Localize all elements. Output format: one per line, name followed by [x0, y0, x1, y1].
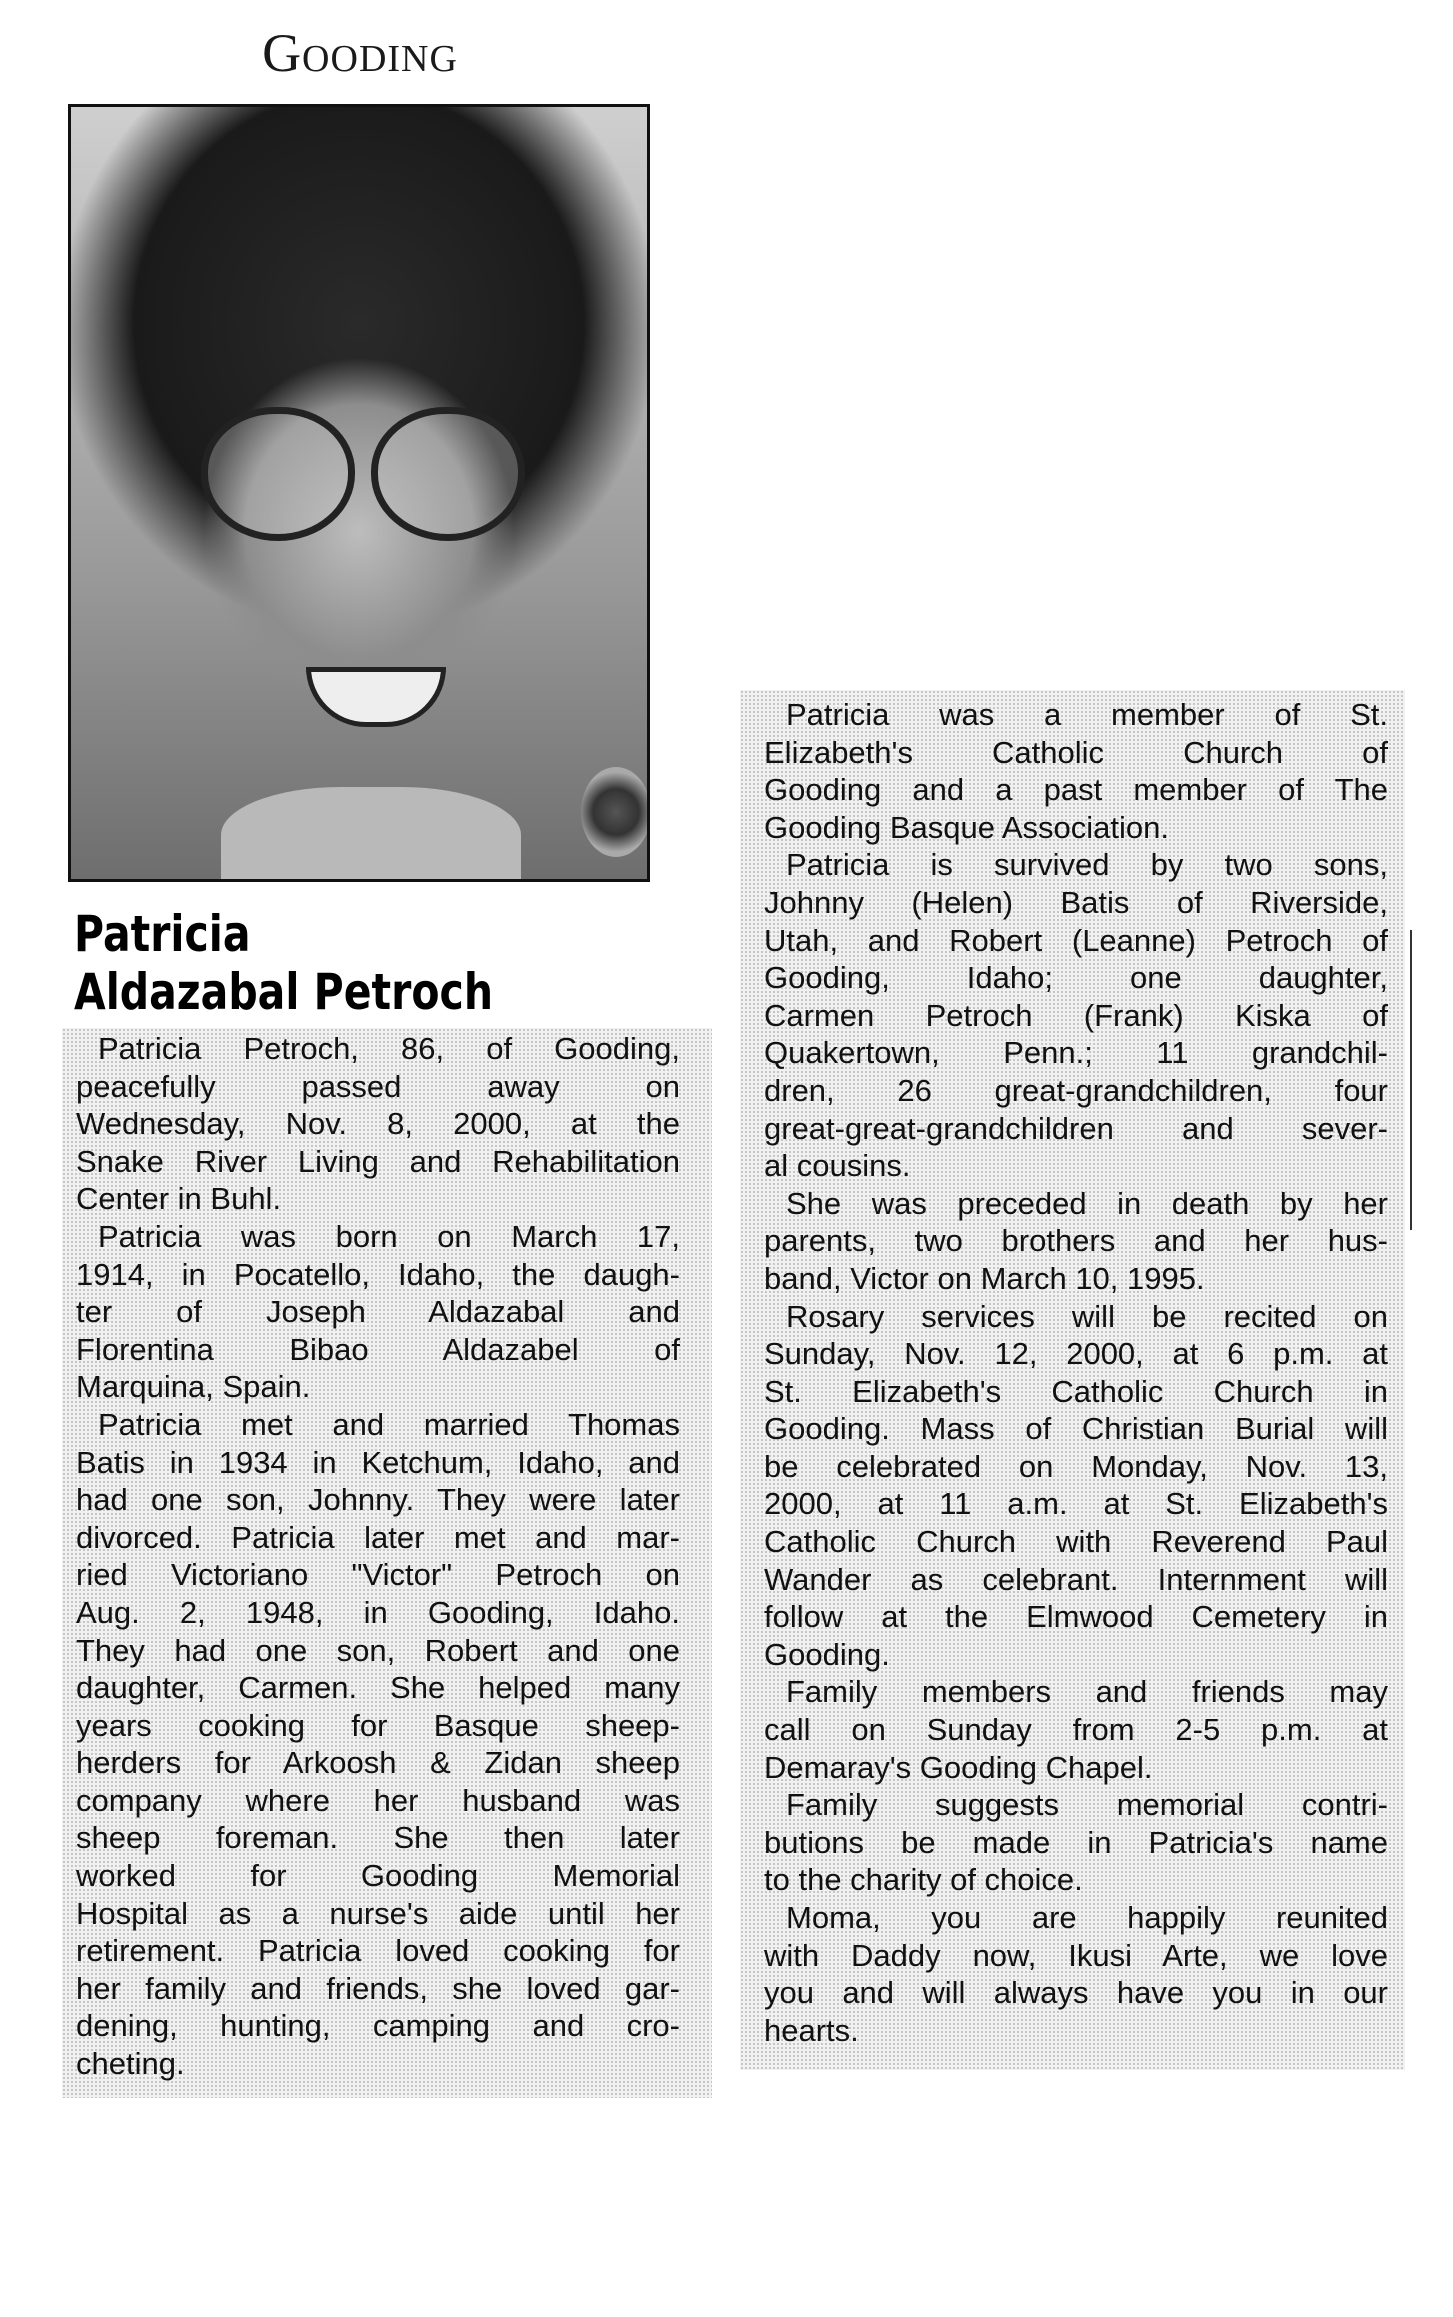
text-line: dening, hunting, camping and cro-: [76, 2008, 680, 2044]
text-line: Patricia was a member of St.: [786, 697, 1388, 732]
text-line: Patricia Petroch, 86, of Gooding,: [98, 1031, 680, 1066]
obituary-headline: [74, 905, 493, 1021]
text-line: years cooking for Basque sheep-: [76, 1707, 680, 1743]
headline-line: Aldazabal Petroch: [74, 963, 494, 1021]
text-line: peacefully passed away on: [76, 1068, 680, 1104]
text-line: Marquina, Spain.: [76, 1369, 311, 1405]
glasses-left: [201, 407, 355, 541]
text-line: Batis in 1934 in Ketchum, Idaho, and: [76, 1444, 680, 1480]
text-line: had one son, Johnny. They were later: [76, 1482, 680, 1518]
text-line: Quakertown, Penn.; 11 grandchil-: [764, 1035, 1388, 1071]
text-line: al cousins.: [764, 1148, 911, 1184]
text-line: Center in Buhl.: [76, 1181, 282, 1217]
text-line: to the charity of choice.: [764, 1862, 1083, 1898]
text-line: Patricia was born on March 17,: [98, 1218, 680, 1254]
text-line: Florentina Bibao Aldazabel of: [76, 1331, 680, 1367]
text-line: Family members and friends may: [786, 1674, 1388, 1710]
paragraph: [764, 696, 1388, 846]
text-line: Gooding and a past member of The: [764, 772, 1388, 808]
text-line: you and will always have you in our: [764, 1975, 1388, 2011]
paragraph: [76, 1406, 680, 2083]
paragraph: [76, 1030, 680, 1218]
text-line: with Daddy now, Ikusi Arte, we love: [764, 1937, 1388, 1973]
text-line: great-great-grandchildren and sever-: [764, 1110, 1388, 1146]
text-line: They had one son, Robert and one: [76, 1632, 680, 1668]
text-line: be celebrated on Monday, Nov. 13,: [764, 1448, 1388, 1484]
text-line: Demaray's Gooding Chapel.: [764, 1749, 1153, 1785]
text-line: Johnny (Helen) Batis of Riverside,: [764, 884, 1388, 920]
text-line: Gooding Basque Association.: [764, 809, 1169, 845]
paragraph: [764, 1298, 1388, 1674]
text-line: Rosary services will be recited on: [786, 1298, 1388, 1334]
text-line: company where her husband was: [76, 1782, 680, 1818]
text-line: Gooding. Mass of Christian Burial will: [764, 1411, 1388, 1447]
glasses-right: [371, 407, 525, 541]
paragraph: [764, 846, 1388, 1184]
text-line: Gooding, Idaho; one daughter,: [764, 960, 1388, 996]
text-line: her family and friends, she loved gar-: [76, 1970, 680, 2006]
text-line: Utah, and Robert (Leanne) Petroch of: [764, 922, 1388, 958]
text-line: herders for Arkoosh & Zidan sheep: [76, 1745, 680, 1781]
text-line: Moma, you are happily reunited: [786, 1900, 1388, 1935]
neck: [221, 787, 521, 882]
smile: [306, 667, 446, 727]
text-line: 1914, in Pocatello, Idaho, the daugh-: [76, 1256, 680, 1292]
text-line: hearts.: [764, 2012, 859, 2048]
text-line: call on Sunday from 2-5 p.m. at: [764, 1712, 1388, 1748]
text-line: ried Victoriano "Victor" Petroch on: [76, 1557, 680, 1593]
text-line: Carmen Petroch (Frank) Kiska of: [764, 997, 1388, 1033]
paragraph: [764, 1185, 1388, 1298]
text-line: Patricia met and married Thomas: [98, 1406, 680, 1442]
text-line: divorced. Patricia later met and mar-: [76, 1519, 680, 1555]
left-column: [76, 1030, 680, 2083]
text-line: Aug. 2, 1948, in Gooding, Idaho.: [76, 1594, 680, 1630]
text-line: follow at the Elmwood Cemetery in: [764, 1599, 1388, 1635]
text-line: retirement. Patricia loved cooking for: [76, 1933, 680, 1969]
text-line: parents, two brothers and her hus-: [764, 1223, 1388, 1259]
text-line: Sunday, Nov. 12, 2000, at 6 p.m. at: [764, 1336, 1388, 1372]
text-line: Elizabeth's Catholic Church of: [764, 734, 1388, 770]
text-line: ter of Joseph Aldazabal and: [76, 1294, 680, 1330]
text-line: Gooding.: [764, 1636, 890, 1672]
paragraph: [764, 1899, 1388, 2049]
text-line: cheting.: [76, 2046, 185, 2082]
text-line: dren, 26 great-grandchildren, four: [764, 1072, 1388, 1108]
paragraph: [76, 1218, 680, 1406]
portrait-photo: [68, 104, 650, 882]
text-line: sheep foreman. She then later: [76, 1820, 680, 1856]
text-line: Wander as celebrant. Internment will: [764, 1561, 1388, 1597]
text-line: St. Elizabeth's Catholic Church in: [764, 1373, 1388, 1409]
text-line: Catholic Church with Reverend Paul: [764, 1524, 1388, 1560]
text-line: 2000, at 11 a.m. at St. Elizabeth's: [764, 1486, 1388, 1522]
text-line: worked for Gooding Memorial: [76, 1858, 680, 1894]
text-line: daughter, Carmen. She helped many: [76, 1670, 680, 1706]
text-line: Family suggests memorial contri-: [786, 1787, 1388, 1823]
text-line: Patricia is survived by two sons,: [786, 847, 1388, 883]
text-line: She was preceded in death by her: [786, 1185, 1388, 1221]
column-rule: [1410, 930, 1412, 1230]
text-line: Wednesday, Nov. 8, 2000, at the: [76, 1106, 680, 1142]
paragraph: [764, 1673, 1388, 1786]
text-line: band, Victor on March 10, 1995.: [764, 1260, 1205, 1296]
text-line: butions be made in Patricia's name: [764, 1824, 1388, 1860]
text-line: Hospital as a nurse's aide until her: [76, 1895, 680, 1931]
headline-line: Patricia: [74, 905, 251, 963]
corsage: [581, 767, 650, 857]
paragraph: [764, 1786, 1388, 1899]
right-column: [764, 696, 1388, 2049]
text-line: Snake River Living and Rehabilitation: [76, 1143, 680, 1179]
section-masthead: Gooding: [262, 23, 458, 83]
